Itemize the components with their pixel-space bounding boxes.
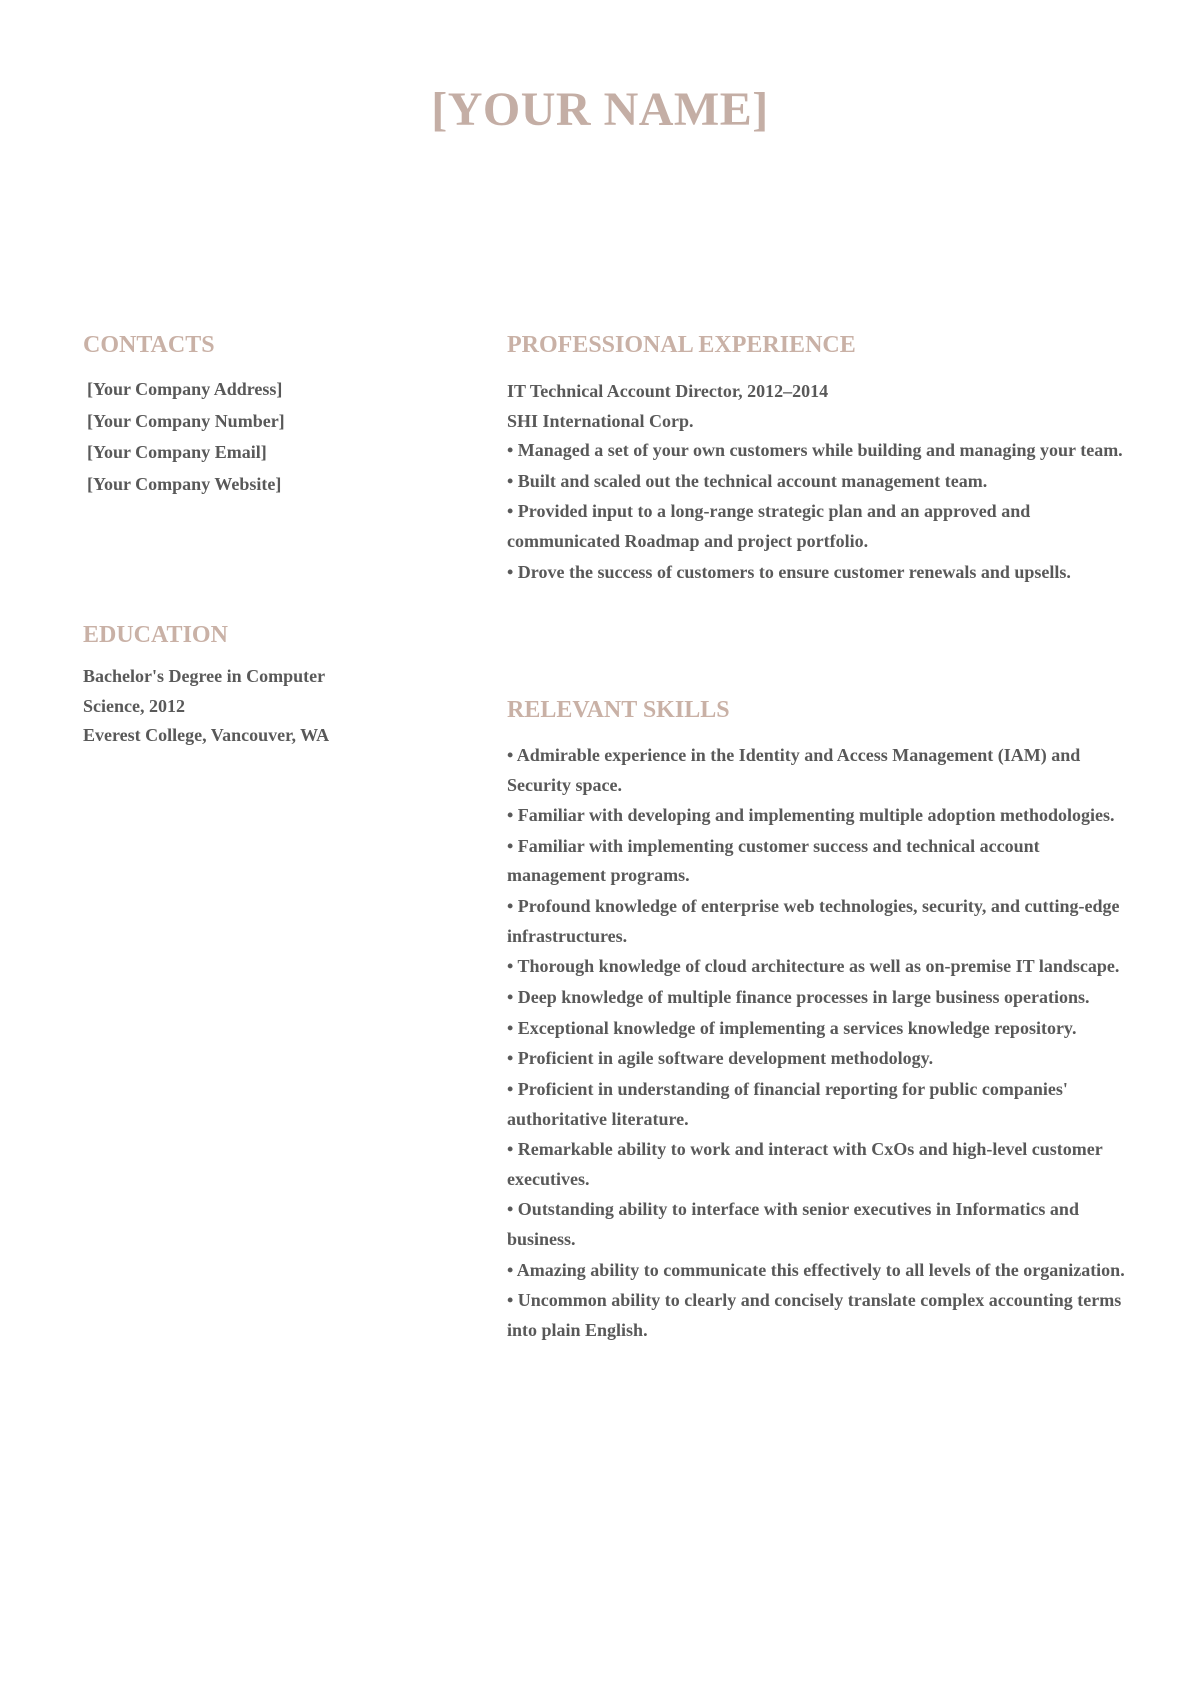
skill-bullet: • Familiar with developing and implementing multiple adoption methodologies. bbox=[507, 805, 1115, 826]
skills-block bbox=[507, 741, 1127, 1346]
contact-email: [Your Company Email] bbox=[87, 442, 267, 462]
contacts-list bbox=[87, 374, 387, 500]
resume-name: [YOUR NAME] bbox=[431, 83, 769, 136]
skill-bullet: • Outstanding ability to interface with senior executives in Informatics and business. bbox=[507, 1199, 1079, 1249]
education-block bbox=[83, 662, 383, 751]
experience-company: SHI International Corp. bbox=[507, 410, 694, 431]
experience-bullet: • Built and scaled out the technical account management team. bbox=[507, 470, 988, 491]
contact-number: [Your Company Number] bbox=[87, 410, 285, 431]
education-degree: Bachelor's Degree in Computer Science, 2012 bbox=[83, 666, 325, 716]
experience-bullet: • Provided input to a long-range strategic plan and an approved and communicated Roadmap and project portfolio. bbox=[507, 501, 1031, 551]
skill-bullet: • Thorough knowledge of cloud architecture as well as on-premise IT landscape. bbox=[507, 956, 1120, 977]
experience-block bbox=[507, 377, 1127, 588]
education-school: Everest College, Vancouver, WA bbox=[83, 725, 330, 745]
skill-bullet: • Profound knowledge of enterprise web technologies, security, and cutting-edge infrastructures. bbox=[507, 896, 1120, 946]
skill-bullet: • Deep knowledge of multiple finance processes in large business operations. bbox=[507, 986, 1090, 1007]
experience-bullet: • Managed a set of your own customers while building and managing your team. bbox=[507, 440, 1123, 460]
contacts-heading: CONTACTS bbox=[83, 332, 215, 358]
experience-heading: PROFESSIONAL EXPERIENCE bbox=[507, 332, 856, 358]
skill-bullet: • Uncommon ability to clearly and concisely translate complex accounting terms into plain English. bbox=[507, 1290, 1122, 1340]
skill-bullet: • Remarkable ability to work and interact with CxOs and high-level customer executives. bbox=[507, 1139, 1103, 1189]
education-heading: EDUCATION bbox=[83, 622, 228, 648]
skill-bullet: • Exceptional knowledge of implementing a services knowledge repository. bbox=[507, 1017, 1077, 1038]
contact-website: [Your Company Website] bbox=[87, 473, 282, 494]
skill-bullet: • Familiar with implementing customer success and technical account management programs. bbox=[507, 835, 1040, 886]
skills-heading: RELEVANT SKILLS bbox=[507, 697, 730, 723]
experience-title: IT Technical Account Director, 2012–2014 bbox=[507, 381, 829, 401]
contact-address: [Your Company Address] bbox=[87, 379, 283, 399]
skill-bullet: • Amazing ability to communicate this effectively to all levels of the organization. bbox=[507, 1259, 1125, 1280]
skill-bullet: • Admirable experience in the Identity and Access Management (IAM) and Security space. bbox=[507, 745, 1081, 795]
skill-bullet: • Proficient in agile software development methodology. bbox=[507, 1048, 934, 1069]
experience-bullet: • Drove the success of customers to ensure customer renewals and upsells. bbox=[507, 561, 1071, 582]
skill-bullet: • Proficient in understanding of financial reporting for public companies' authoritative literature. bbox=[507, 1079, 1068, 1129]
